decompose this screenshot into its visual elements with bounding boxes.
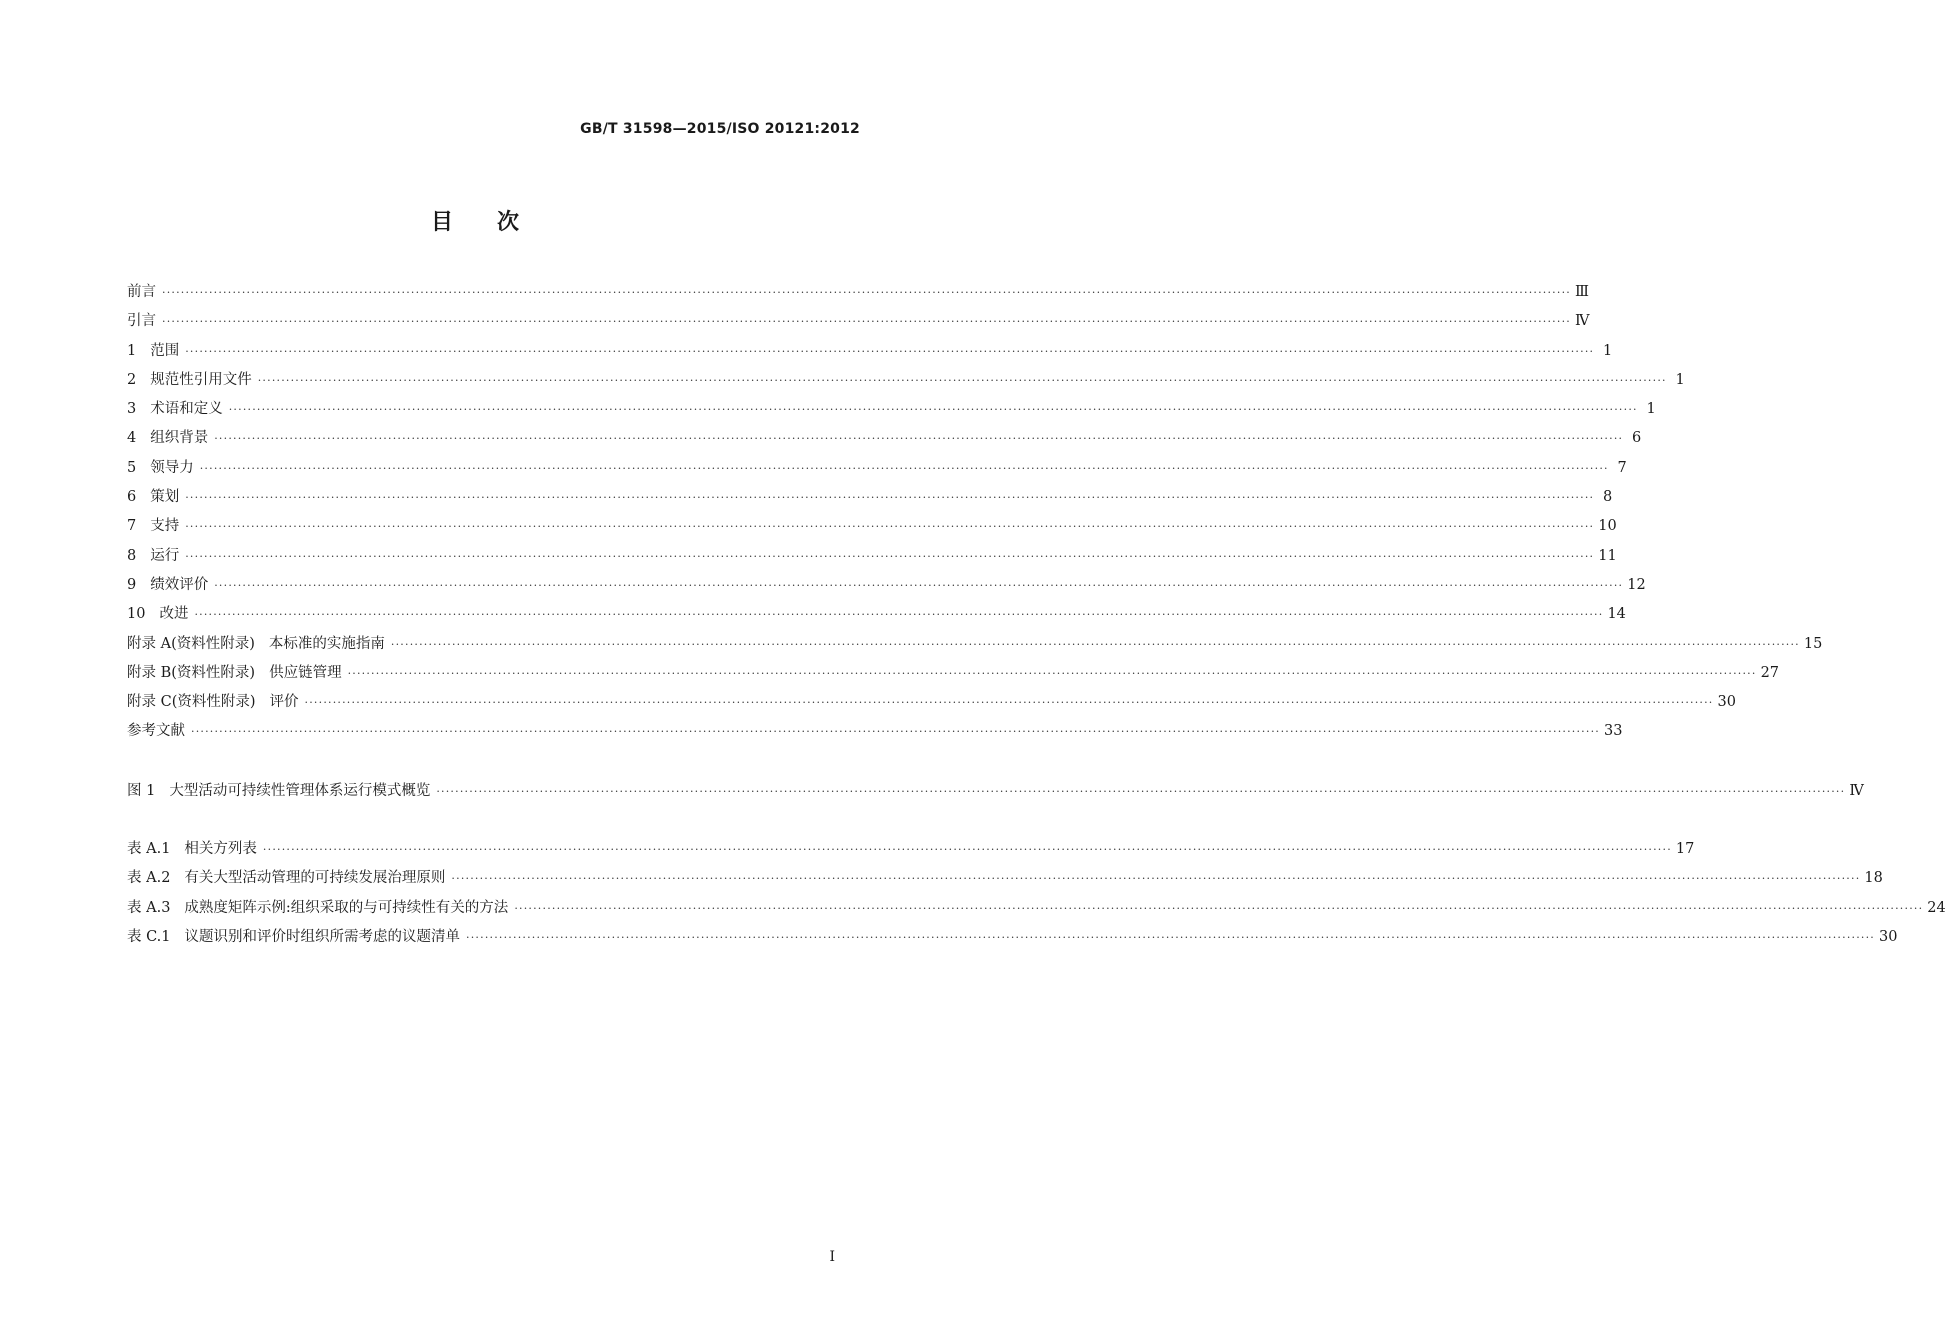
page-title: 目次 [430,210,563,235]
toc-entry-title [127,925,460,946]
toc-page-number: Ⅳ [1849,783,1864,799]
toc-page-number: 1 [1602,342,1613,359]
toc-entry-title [127,896,508,917]
toc-page-number: Ⅲ [1575,284,1589,300]
toc-entry-label: 改进 [159,606,189,623]
toc-entry-number: 表 A.1 [127,841,171,857]
toc-entry-title [127,456,194,477]
toc-entry[interactable] [127,485,1613,514]
toc-entry-label: 评价 [269,694,299,711]
toc-entry-label: 相关方列表 [184,841,257,857]
toc-entry[interactable] [127,514,1617,543]
toc-leader-dots: ············································································································································································································································································································ [514,901,1924,915]
toc-entry[interactable] [127,456,1627,485]
toc-leader-dots: ············································································································································································································································································································ [436,785,1846,798]
toc-entry-title [127,397,223,418]
toc-entry-label: 范围 [150,342,180,359]
page-number: I [829,1249,835,1265]
toc-page-number: 6 [1631,430,1642,447]
toc-leader-dots: ············································································································································································································································································································ [162,286,1571,299]
toc-entry-label: 参考文献 [127,723,185,740]
toc-entry-label: 领导力 [150,459,194,476]
toc-entry-number: 7 [127,518,137,535]
toc-entry-title [127,661,342,682]
toc-entry-title [127,309,156,330]
toc-entry[interactable] [127,719,1623,748]
toc-leader-dots: ············································································································································································································································································································ [466,930,1876,944]
toc-page-number: 18 [1864,870,1883,887]
standard-code: GB/T 31598—2015/ISO 20121:2012 [580,121,860,137]
toc-entry-title [127,866,445,887]
toc-entry-label: 运行 [150,547,180,564]
toc-page-number: 30 [1879,928,1898,945]
toc-entry-number: 1 [127,342,137,359]
toc-entry[interactable] [127,426,1642,455]
toc-leader-dots: ············································································································································································································································································································ [214,578,1624,592]
toc-entry-label: 议题识别和评价时组织所需考虑的议题清单 [184,928,461,945]
toc-leader-dots: ············································································································································································································································································································ [162,315,1571,329]
toc-leader-dots: ············································································································································································································································································································ [262,843,1672,856]
toc-entry[interactable] [127,779,1864,808]
toc-entry[interactable] [127,866,1883,895]
toc-entry-title [127,485,179,506]
toc-entry-title [127,573,208,594]
toc-page-number: 1 [1675,371,1685,388]
toc-main [127,280,1823,749]
toc-entry[interactable] [127,632,1823,661]
toc-leader-dots: ············································································································································································································································································································ [228,403,1638,417]
toc-entry[interactable] [127,690,1736,719]
toc-page-number: 33 [1603,723,1623,740]
toc-entry-label: 组织背景 [150,430,209,447]
toc-entry[interactable] [127,661,1780,690]
toc-entry-number: 图 1 [127,783,156,799]
toc-entry-label: 大型活动可持续性管理体系运行模式概览 [169,783,431,799]
toc-entry-title [127,514,179,535]
toc-entry-label: 策划 [150,489,180,506]
toc-leader-dots: ············································································································································································································································································································ [390,637,1800,651]
toc-entry-number: 5 [127,459,137,476]
toc-entry-title [127,837,257,858]
toc-entry-number: 附录 B(资料性附录) [127,664,256,681]
toc-entry[interactable] [127,309,1590,338]
toc-entry[interactable] [127,925,1898,954]
toc-entry-label: 有关大型活动管理的可持续发展治理原则 [184,870,446,887]
toc-page-number: 1 [1646,401,1656,418]
toc-leader-dots: ············································································································································································································································································································ [214,432,1624,446]
toc-leader-dots: ············································································································································································································································································································ [304,696,1714,710]
toc-page-number: 8 [1602,489,1613,506]
toc-entry-title [127,690,299,711]
toc-leader-dots: ············································································································································································································································································································ [199,461,1609,475]
toc-entry-title [127,368,252,389]
toc-page-number: 30 [1717,694,1736,711]
toc-leader-dots: ············································································································································································································································································································ [191,725,1600,739]
toc-entry-number: 6 [127,489,137,506]
toc-entry[interactable] [127,397,1656,426]
toc-entry[interactable] [127,837,1695,866]
toc-entry-title [127,719,185,740]
toc-entry-number: 表 A.2 [127,870,171,887]
toc-entry-label: 成熟度矩阵示例:组织采取的与可持续性有关的方法 [184,899,509,916]
toc-leader-dots: ············································································································································································································································································································ [185,520,1595,534]
toc-entry-title [127,280,156,301]
toc-page-number: 24 [1927,899,1946,916]
toc-entry[interactable] [127,896,1946,925]
toc-entry-title [127,602,188,623]
toc-entry-label: 供应链管理 [269,664,342,681]
toc-page-number: 11 [1598,547,1617,564]
toc-entry-number: 4 [127,430,137,447]
toc-entry-number: 表 C.1 [127,928,171,945]
toc-entry-label: 绩效评价 [150,576,209,593]
toc-entry-number: 10 [127,606,146,623]
toc-page-number: 27 [1760,664,1780,681]
toc-entry[interactable] [127,573,1646,602]
toc-tables [127,837,1946,954]
toc-entry-number: 2 [127,371,137,388]
toc-page-number: 14 [1607,606,1626,623]
toc-page-number: 12 [1627,576,1646,593]
toc-entry-label: 引言 [127,313,156,330]
toc-page-number: Ⅳ [1574,313,1590,330]
toc-entry-label: 规范性引用文件 [150,371,252,388]
toc-entry-number: 9 [127,576,137,593]
toc-entry-label: 本标准的实施指南 [268,635,385,652]
toc-entry-number: 表 A.3 [127,899,171,916]
toc-entry-number: 8 [127,547,137,564]
toc-entry[interactable] [127,280,1589,309]
toc-entry-title [127,426,208,447]
toc-entry-title [127,544,179,565]
toc-entry-title [127,339,179,360]
toc-leader-dots: ············································································································································································································································································································ [185,491,1595,505]
toc-page-number: 10 [1598,518,1617,535]
toc-page-number: 17 [1675,841,1695,857]
toc-entry-number: 附录 A(资料性附录) [127,635,255,652]
toc-leader-dots: ············································································································································································································································································································ [451,872,1861,886]
toc-entry-label: 前言 [127,284,156,300]
toc-entry-number: 附录 C(资料性附录) [127,694,256,711]
toc-figures [127,779,1864,808]
toc-entry-label: 支持 [150,518,180,535]
toc-leader-dots: ············································································································································································································································································································ [185,549,1595,563]
toc-entry[interactable] [127,368,1685,397]
toc-leader-dots: ············································································································································································································································································································ [347,666,1757,680]
toc-page-number: 15 [1803,635,1823,652]
toc-entry-title [127,632,385,653]
toc-leader-dots: ············································································································································································································································································································ [185,344,1595,358]
toc-entry-label: 术语和定义 [150,401,223,418]
toc-entry[interactable] [127,339,1613,368]
toc-leader-dots: ············································································································································································································································································································ [194,608,1604,622]
toc-entry[interactable] [127,544,1617,573]
toc-entry-title [127,779,430,800]
toc-entry[interactable] [127,602,1626,631]
toc-leader-dots: ············································································································································································································································································································ [257,373,1667,387]
toc-page-number: 7 [1617,459,1627,476]
toc-entry-number: 3 [127,401,137,418]
